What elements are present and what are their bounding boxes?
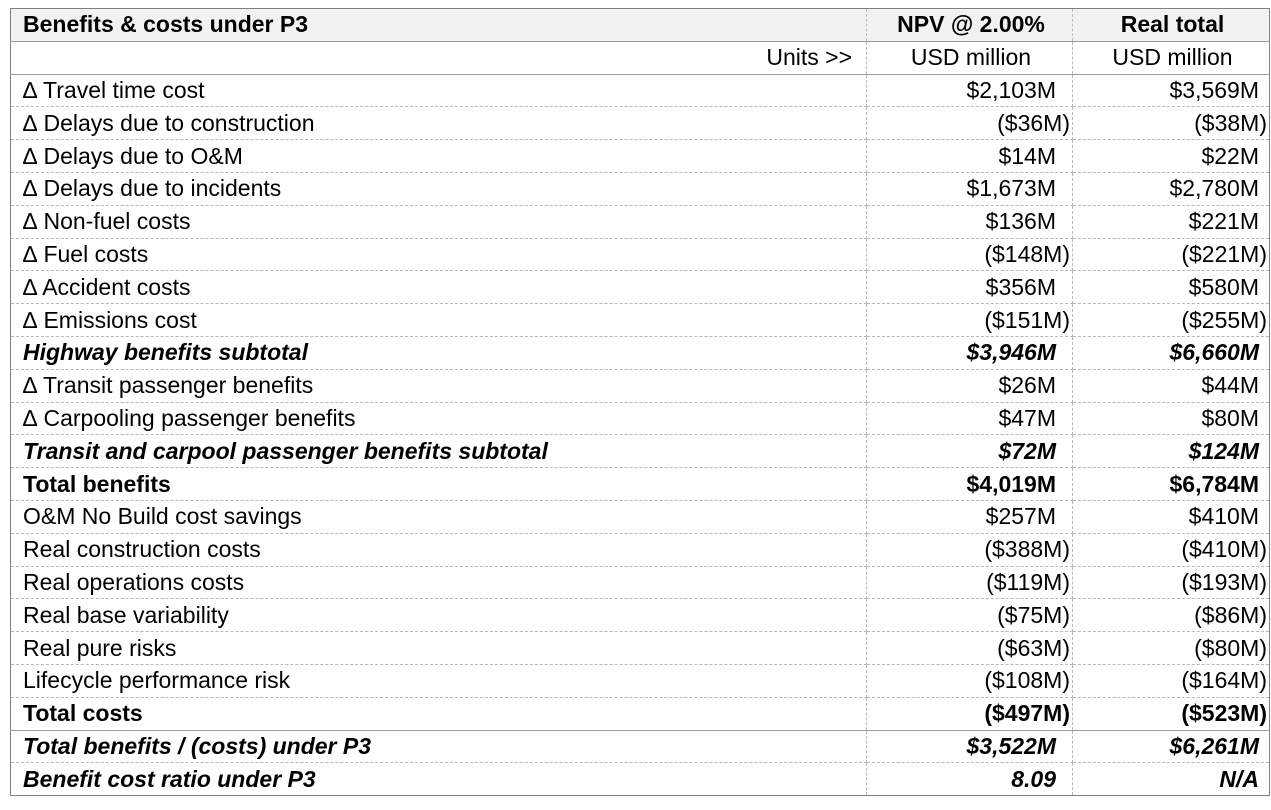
npv-value: $72M — [867, 435, 1073, 468]
table-row — [11, 74, 1270, 107]
table-row — [11, 238, 1270, 271]
row-label: ∆ Carpooling passenger benefits — [11, 402, 867, 435]
real-total-value: ($80M) — [1073, 632, 1270, 665]
row-label: Total benefits / (costs) under P3 — [11, 730, 867, 763]
table-row — [11, 107, 1270, 140]
real-total-value: ($410M) — [1073, 533, 1270, 566]
table-row — [11, 140, 1270, 173]
table-row — [11, 172, 1270, 205]
row-label: Total costs — [11, 697, 867, 730]
table-row — [11, 697, 1270, 730]
npv-value: $47M — [867, 402, 1073, 435]
row-label: Transit and carpool passenger benefits subtotal — [11, 435, 867, 468]
row-label: ∆ Travel time cost — [11, 74, 867, 107]
real-total-value: ($221M) — [1073, 238, 1270, 271]
table-row — [11, 566, 1270, 599]
npv-column-header: NPV @ 2.00% — [867, 9, 1073, 42]
row-label: Real base variability — [11, 599, 867, 632]
real-total-value: ($193M) — [1073, 566, 1270, 599]
table-title: Benefits & costs under P3 — [11, 9, 867, 42]
real-total-value: $3,569M — [1073, 74, 1270, 107]
header-row — [11, 9, 1270, 42]
table-row — [11, 336, 1270, 369]
table-row — [11, 304, 1270, 337]
npv-value: ($388M) — [867, 533, 1073, 566]
npv-value: ($108M) — [867, 664, 1073, 697]
npv-value: ($151M) — [867, 304, 1073, 337]
npv-value: $3,946M — [867, 336, 1073, 369]
units-row — [11, 41, 1270, 74]
table-row — [11, 763, 1270, 796]
npv-value: $257M — [867, 500, 1073, 533]
table-row — [11, 730, 1270, 763]
benefits-costs-table — [10, 8, 1270, 796]
table-row — [11, 271, 1270, 304]
real-total-value: $410M — [1073, 500, 1270, 533]
row-label: Highway benefits subtotal — [11, 336, 867, 369]
row-label: ∆ Transit passenger benefits — [11, 369, 867, 402]
table-row — [11, 664, 1270, 697]
npv-value: $136M — [867, 205, 1073, 238]
npv-units: USD million — [867, 41, 1073, 74]
row-label: ∆ Delays due to construction — [11, 107, 867, 140]
row-label: ∆ Emissions cost — [11, 304, 867, 337]
row-label: Real operations costs — [11, 566, 867, 599]
npv-value: ($497M) — [867, 697, 1073, 730]
table-row — [11, 205, 1270, 238]
npv-value: $3,522M — [867, 730, 1073, 763]
row-label: ∆ Accident costs — [11, 271, 867, 304]
table-row — [11, 369, 1270, 402]
real-total-column-header: Real total — [1073, 9, 1270, 42]
real-total-value: $221M — [1073, 205, 1270, 238]
row-label: ∆ Delays due to O&M — [11, 140, 867, 173]
real-total-value: ($523M) — [1073, 697, 1270, 730]
npv-value: ($119M) — [867, 566, 1073, 599]
real-total-value: $124M — [1073, 435, 1270, 468]
npv-value: $1,673M — [867, 172, 1073, 205]
npv-value: ($75M) — [867, 599, 1073, 632]
real-total-value: N/A — [1073, 763, 1270, 796]
npv-value: $356M — [867, 271, 1073, 304]
npv-value: $2,103M — [867, 74, 1073, 107]
units-label: Units >> — [11, 41, 867, 74]
row-label: Lifecycle performance risk — [11, 664, 867, 697]
npv-value: $26M — [867, 369, 1073, 402]
table-row — [11, 402, 1270, 435]
table-row — [11, 435, 1270, 468]
real-total-value: $44M — [1073, 369, 1270, 402]
real-total-value: ($86M) — [1073, 599, 1270, 632]
npv-value: ($63M) — [867, 632, 1073, 665]
real-total-value: ($38M) — [1073, 107, 1270, 140]
real-units: USD million — [1073, 41, 1270, 74]
real-total-value: $6,784M — [1073, 468, 1270, 501]
table-row — [11, 632, 1270, 665]
npv-value: $4,019M — [867, 468, 1073, 501]
npv-value: $14M — [867, 140, 1073, 173]
table-row — [11, 500, 1270, 533]
npv-value: 8.09 — [867, 763, 1073, 796]
row-label: ∆ Non-fuel costs — [11, 205, 867, 238]
npv-value: ($148M) — [867, 238, 1073, 271]
real-total-value: $580M — [1073, 271, 1270, 304]
row-label: ∆ Fuel costs — [11, 238, 867, 271]
row-label: Benefit cost ratio under P3 — [11, 763, 867, 796]
row-label: Total benefits — [11, 468, 867, 501]
real-total-value: $2,780M — [1073, 172, 1270, 205]
real-total-value: $22M — [1073, 140, 1270, 173]
real-total-value: ($255M) — [1073, 304, 1270, 337]
real-total-value: $80M — [1073, 402, 1270, 435]
row-label: ∆ Delays due to incidents — [11, 172, 867, 205]
row-label: Real pure risks — [11, 632, 867, 665]
real-total-value: $6,261M — [1073, 730, 1270, 763]
real-total-value: $6,660M — [1073, 336, 1270, 369]
table-row — [11, 599, 1270, 632]
npv-value: ($36M) — [867, 107, 1073, 140]
table-row — [11, 468, 1270, 501]
real-total-value: ($164M) — [1073, 664, 1270, 697]
row-label: Real construction costs — [11, 533, 867, 566]
row-label: O&M No Build cost savings — [11, 500, 867, 533]
table-row — [11, 533, 1270, 566]
